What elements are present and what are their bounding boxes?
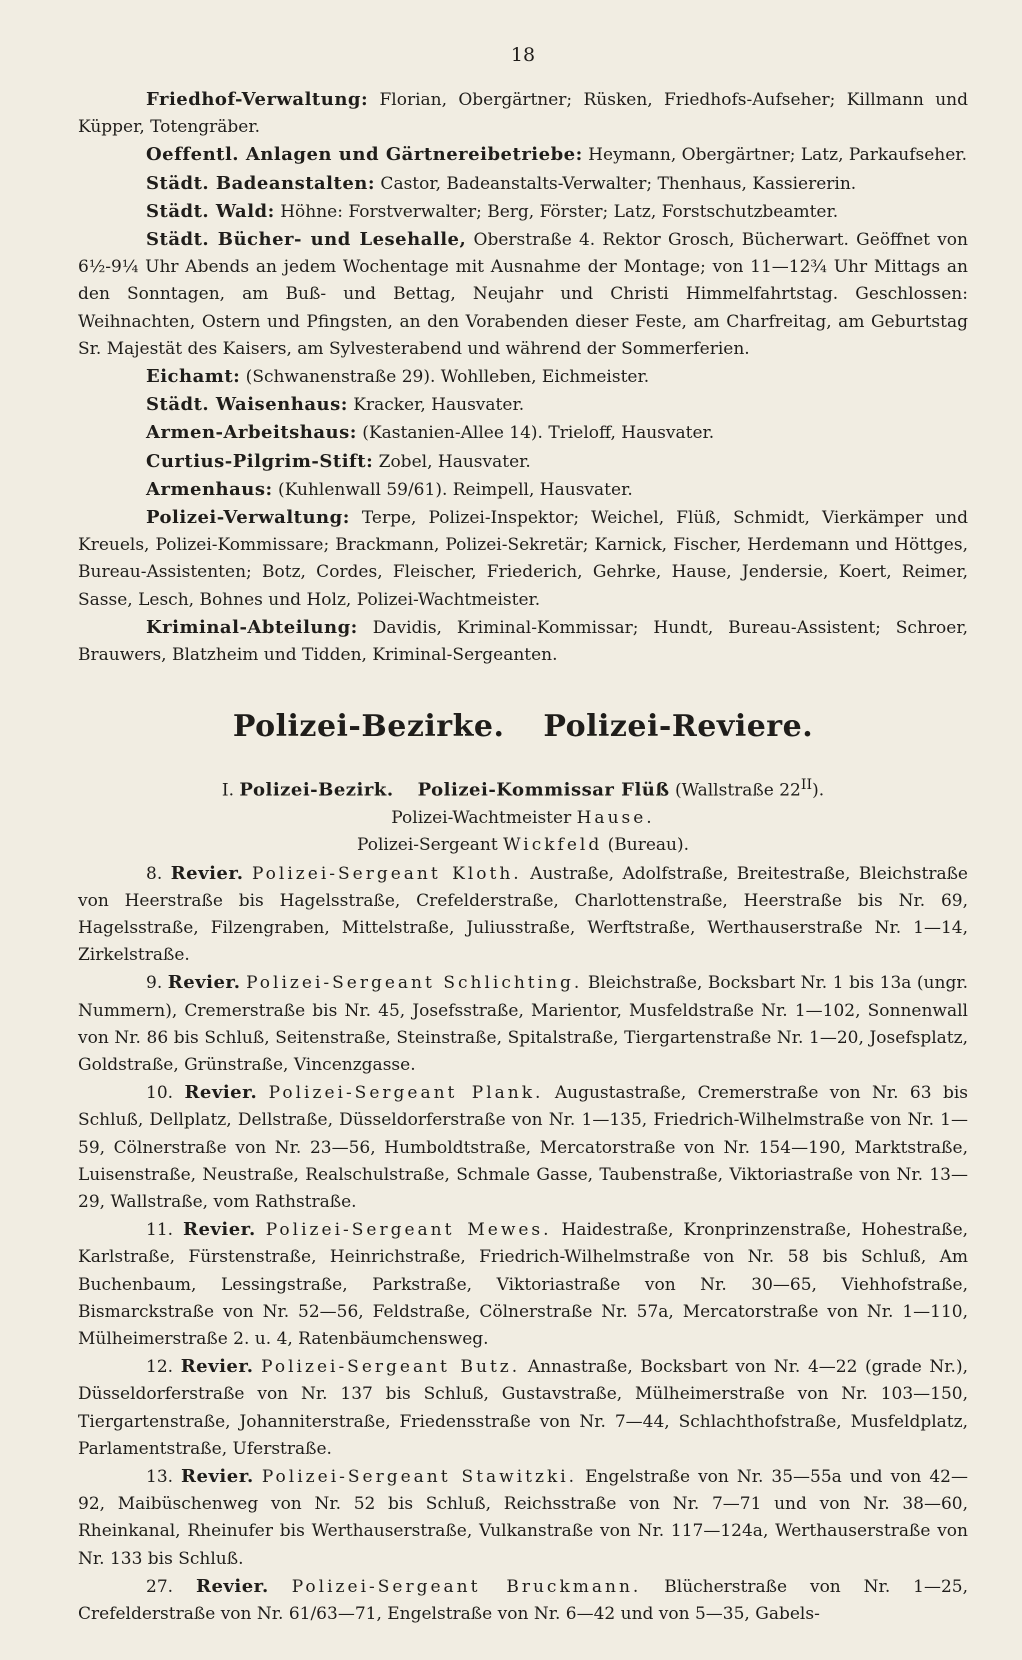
revier-streets: Annastraße, Bocksbart von Nr. 4—22 (grade Nr.), Düsseldorferstraße von Nr. 137 bis Schluß, Gustavstraße, Mülheimerstraße von Nr. 103—150, Tiergartenstraße, Johanniterstraße, Friedensstraße von Nr. 7—44, Schlachthofstraße, Musfeldplatz, Parlamentstraße, Uferstraße. bbox=[78, 1357, 968, 1459]
revier-label: Revier. bbox=[181, 1466, 254, 1487]
revier-streets: Austraße, Adolfstraße, Breitestraße, Bleichstraße von Heerstraße bis Hagelsstraße, Crefelderstraße, Charlottenstraße, Heerstraße bis Nr. 69, Hagelsstraße, Filzengraben, Mittelstraße, Juliusstraße, Werftstraße, Werthauserstraße Nr. 1—14, Zirkelstraße. bbox=[78, 863, 968, 966]
entry-heading: Städt. Badeanstalten: bbox=[146, 172, 376, 194]
revier-8 bbox=[78, 860, 968, 970]
revier-12 bbox=[78, 1353, 968, 1463]
reviere-list bbox=[78, 860, 968, 1629]
entry-eichamt bbox=[78, 363, 968, 391]
entry-text: (Schwanenstraße 29). Wohlleben, Eichmeister. bbox=[240, 367, 650, 388]
wachtmeister-label: Polizei-Wachtmeister bbox=[391, 808, 577, 829]
wachtmeister-line bbox=[78, 805, 968, 832]
district-address: (Wallstraße 22 bbox=[669, 780, 801, 801]
entry-heading: Polizei-Verwaltung: bbox=[146, 507, 350, 529]
entry-text: (Kastanien-Allee 14). Trieloff, Hausvater. bbox=[356, 423, 715, 444]
district-line bbox=[78, 772, 968, 805]
district-header bbox=[78, 772, 968, 859]
revier-sergeant: Polizei-Sergeant Mewes. bbox=[265, 1220, 552, 1241]
revier-streets: Bleichstraße, Bocksbart Nr. 1 bis 13a (ungr. Nummern), Cremerstraße bis Nr. 45, Josefsstraße, Marientor, Musfeldstraße Nr. 1—102, Sonnenwall von Nr. 86 bis Schluß, Seitenstraße, Steinstraße, Spitalstraße, Tiergartenstraße Nr. 1—20, Josefsplatz, Goldstraße, Grünstraße, Vincenzgasse. bbox=[78, 973, 969, 1075]
entry-text: Terpe, Polizei-Inspektor; Weichel, Flüß, Schmidt, Vierkämper und Kreuels, Polizei-Kommissare; Brackmann, Polizei-Sekretär; Karnick, Fischer, Herdemann und Höttges, Bureau-Assistenten; Botz, Cordes, Fleischer, Friederich, Gehrke, Hause, Jendersie, Koert, Reimer, Sasse, Lesch, Bohnes und Holz, Polizei-Wachtmeister. bbox=[78, 508, 968, 610]
revier-13 bbox=[78, 1463, 968, 1573]
revier-streets: Blücherstraße von Nr. 1—25, Crefelderstraße von Nr. 61/63—71, Engelstraße von Nr. 6—42 und von 5—35, Gabels- bbox=[78, 1576, 969, 1625]
revier-sergeant: Polizei-Sergeant Schlichting. bbox=[246, 973, 583, 994]
revier-number: 9. bbox=[146, 973, 163, 994]
section-title-left: Polizei-Bezirke. bbox=[232, 709, 505, 745]
entry-text: Höhne: Forstverwalter; Berg, Förster; Latz, Forstschutzbeamter. bbox=[274, 201, 839, 222]
entry-stift bbox=[78, 448, 968, 476]
section-title-right: Polizei-Reviere. bbox=[543, 709, 814, 745]
revier-sergeant: Polizei-Sergeant Bruckmann. bbox=[291, 1576, 642, 1597]
entry-heading: Städt. Waisenhaus: bbox=[146, 394, 348, 416]
sergeant-label: Polizei-Sergeant bbox=[356, 835, 504, 856]
entry-text: Kracker, Hausvater. bbox=[347, 395, 525, 416]
administration-section bbox=[78, 86, 968, 669]
revier-label: Revier. bbox=[184, 1082, 258, 1104]
sergeant-line bbox=[78, 832, 968, 859]
entry-heading: Curtius-Pilgrim-Stift: bbox=[146, 450, 374, 472]
entry-text: Oberstraße 4. Rektor Grosch, Bücherwart. Geöffnet von 6½-9¼ Uhr Abends an jedem Wochentage mit Ausnahme der Montage; von 11—12¾ Uhr Mittags an den Sonntagen, am Buß- und Bettag, Neujahr und Christi Himmelfahrtstag. Geschlossen: Weihnachten, Ostern und Pfingsten, an den Vorabenden dieser Feste, am Charfreitag, am Geburtstag Sr. Majestät des Kaisers, am Sylvesterabend und während der Sommerferien. bbox=[78, 230, 968, 359]
revier-streets: Augustastraße, Cremerstraße von Nr. 63 bis Schluß, Dellplatz, Dellstraße, Düsseldorferstraße von Nr. 1—135, Friedrich-Wilhelmstraße von Nr. 1—59, Cölnerstraße von Nr. 23—56, Humboldtstraße, Mercatorstraße von Nr. 154—190, Marktstraße, Luisenstraße, Neustraße, Realschulstraße, Schmale Gasse, Taubenstraße, Viktoriastraße von Nr. 13—29, Wallstraße, vom Rathstraße. bbox=[78, 1083, 968, 1212]
section-title bbox=[78, 709, 968, 744]
revier-number: 27. bbox=[146, 1576, 174, 1597]
entry-heading: Oeffentl. Anlagen und Gärtnereibetriebe: bbox=[146, 144, 583, 166]
entry-text: Florian, Obergärtner; Rüsken, Friedhofs-Aufseher; Killmann und Küpper, Totengräber. bbox=[78, 90, 968, 138]
revier-10 bbox=[78, 1079, 968, 1216]
wachtmeister-name: Hause. bbox=[576, 808, 655, 829]
revier-number: 11. bbox=[146, 1220, 174, 1241]
revier-number: 10. bbox=[146, 1083, 174, 1104]
entry-heading: Eichamt: bbox=[146, 366, 241, 388]
revier-label: Revier. bbox=[195, 1575, 269, 1597]
revier-sergeant: Polizei-Sergeant Plank. bbox=[268, 1083, 544, 1104]
entry-lesehalle bbox=[78, 226, 968, 363]
page-number: 18 bbox=[510, 44, 536, 66]
entry-heading: Kriminal-Abteilung: bbox=[146, 616, 358, 638]
entry-arbeitshaus bbox=[78, 419, 968, 447]
revier-number: 13. bbox=[146, 1467, 174, 1487]
entry-heading: Armenhaus: bbox=[146, 478, 273, 500]
district-commissioner: Polizei-Kommissar Flüß bbox=[417, 779, 670, 801]
revier-label: Revier. bbox=[167, 972, 241, 994]
revier-label: Revier. bbox=[182, 1219, 256, 1241]
district-number: I. bbox=[221, 780, 235, 801]
revier-27 bbox=[78, 1573, 968, 1628]
district-address-end: ). bbox=[812, 780, 825, 801]
entry-heading: Friedhof-Verwaltung: bbox=[146, 89, 369, 110]
revier-sergeant: Polizei-Sergeant Stawitzki. bbox=[261, 1467, 578, 1487]
revier-11 bbox=[78, 1216, 968, 1353]
revier-label: Revier. bbox=[180, 1356, 254, 1378]
entry-text: (Kuhlenwall 59/61). Reimpell, Hausvater. bbox=[272, 479, 633, 500]
entry-heading: Armen-Arbeitshaus: bbox=[146, 422, 357, 444]
revier-9 bbox=[78, 969, 968, 1079]
entry-heading: Städt. Wald: bbox=[146, 200, 275, 222]
sergeant-end: (Bureau). bbox=[602, 835, 690, 856]
revier-streets: Haidestraße, Kronprinzenstraße, Hohestraße, Karlstraße, Fürstenstraße, Heinrichstraße, Friedrich-Wilhelmstraße von Nr. 58 bis Schluß, Am Buchenbaum, Lessingstraße, Parkstraße, Viktoriastraße von Nr. 30—65, Viehhofstraße, Bismarckstraße von Nr. 52—56, Feldstraße, Cölnerstraße Nr. 57a, Mercatorstraße von Nr. 1—110, Mülheimerstraße 2. u. 4, Ratenbäumchensweg. bbox=[78, 1220, 969, 1349]
entry-text: Zobel, Hausvater. bbox=[373, 451, 531, 472]
district-name: Polizei-Bezirk. bbox=[239, 779, 394, 801]
entry-kriminal bbox=[78, 614, 968, 669]
entry-text: Davidis, Kriminal-Kommissar; Hundt, Bureau-Assistent; Schroer, Brauwers, Blatzheim und Tidden, Kriminal-Sergeanten. bbox=[78, 617, 968, 666]
revier-number: 12. bbox=[146, 1357, 174, 1378]
entry-armenhaus bbox=[78, 476, 968, 504]
entry-text: Heymann, Obergärtner; Latz, Parkaufseher. bbox=[582, 145, 967, 166]
entry-heading: Städt. Bücher- und Lesehalle, bbox=[146, 229, 467, 251]
revier-number: 8. bbox=[146, 863, 163, 884]
entry-anlagen bbox=[78, 141, 968, 169]
sergeant-name: Wickfeld bbox=[503, 835, 603, 856]
revier-sergeant: Polizei-Sergeant Butz. bbox=[261, 1357, 521, 1378]
entry-waisenhaus bbox=[78, 391, 968, 419]
revier-sergeant: Polizei-Sergeant Kloth. bbox=[251, 863, 522, 884]
entry-polizei-verwaltung bbox=[78, 504, 968, 614]
entry-friedhof bbox=[78, 86, 968, 141]
district-address-sup: II bbox=[800, 777, 813, 794]
revier-streets: Engelstraße von Nr. 35—55a und von 42—92, Maibüschenweg von Nr. 52 bis Schluß, Reichsstraße von Nr. 7—71 und von Nr. 38—60, Rheinkanal, Rheinufer bis Werthauserstraße, Vulkanstraße von Nr. 117—124a, Werthauserstraße von Nr. 133 bis Schluß. bbox=[78, 1467, 968, 1569]
entry-wald bbox=[78, 198, 968, 226]
entry-badeanstalten bbox=[78, 170, 968, 198]
revier-label: Revier. bbox=[170, 862, 244, 884]
entry-text: Castor, Badeanstalts-Verwalter; Thenhaus, Kassiererin. bbox=[375, 173, 857, 194]
